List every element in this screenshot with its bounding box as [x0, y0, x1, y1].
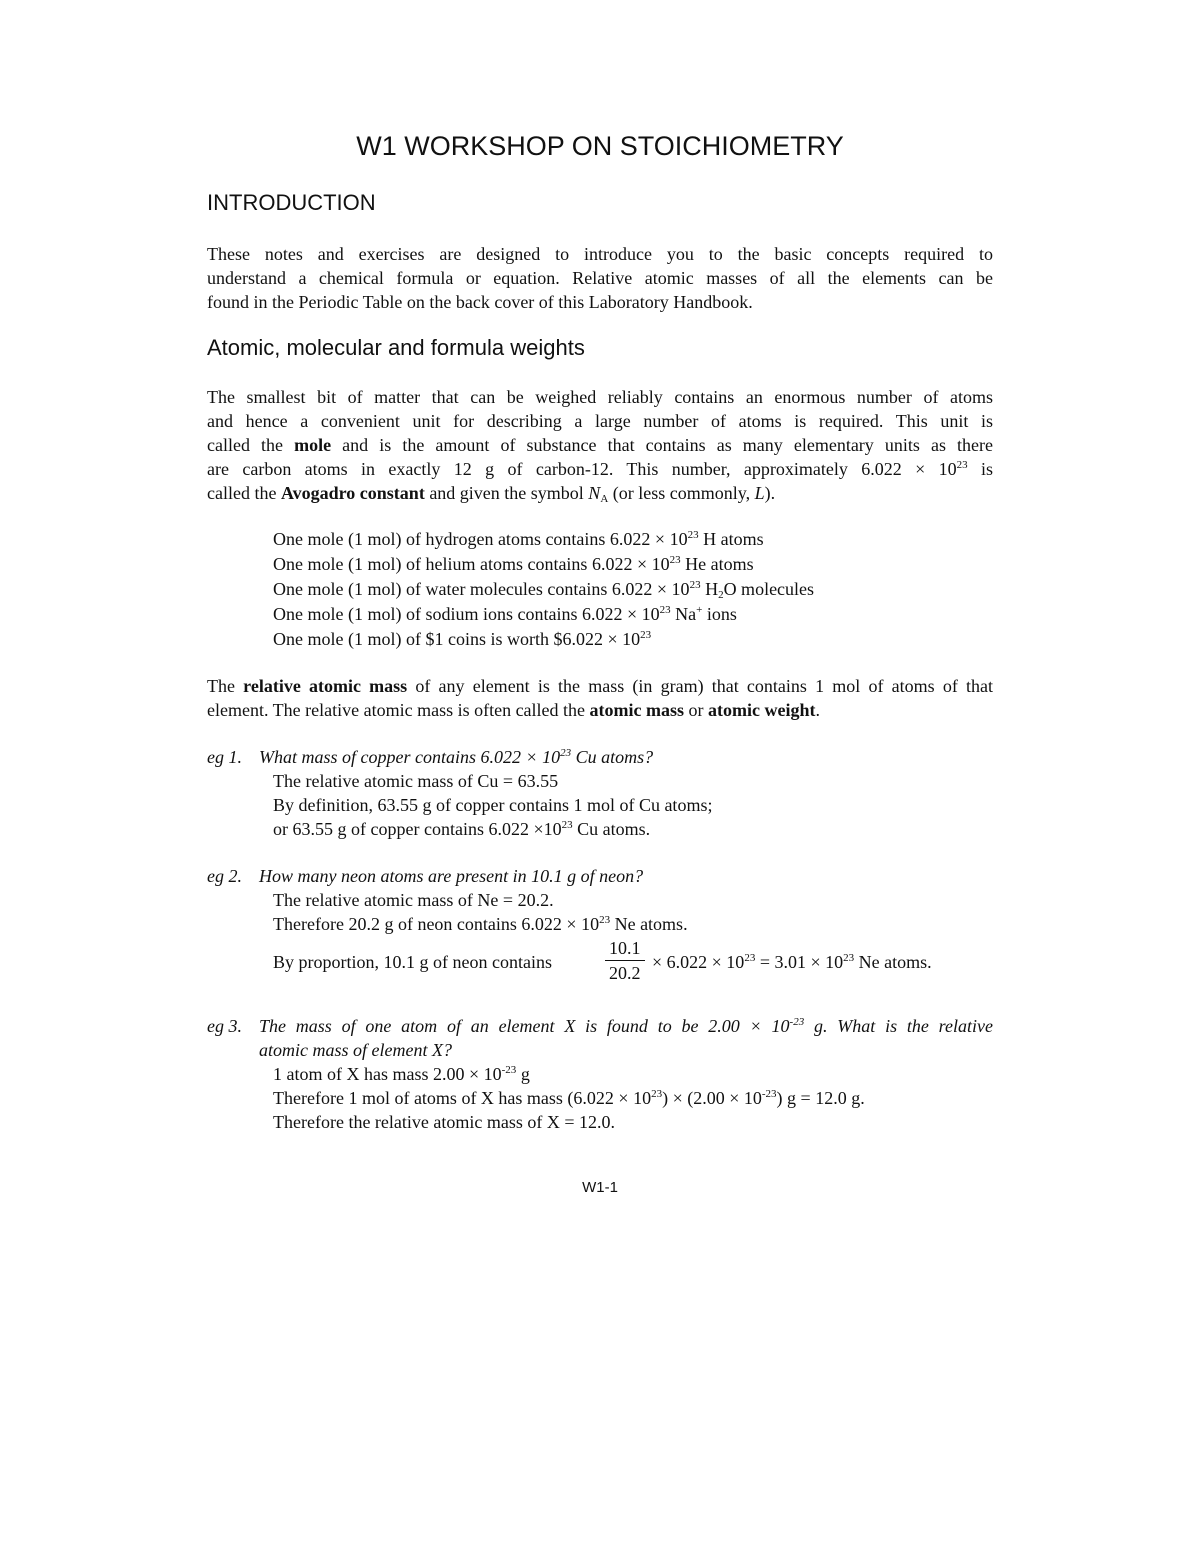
eg3-line: Therefore the relative atomic mass of X = 12.0.: [273, 1112, 616, 1132]
eg1-question: What mass of copper contains $6.022 \times 10^{23}$ Cu atoms?: [259, 747, 654, 767]
fraction-numerator: 10.1: [605, 936, 645, 961]
eg3-line: 1 atom of X has mass $2.00 \times 10^{-23}$ g: [273, 1064, 530, 1084]
eg1-line: By definition, 63.55 g of copper contains 1 mol of Cu atoms;: [273, 795, 713, 815]
eg2-label: eg 2.: [207, 866, 242, 886]
mole-example: One mole (1 mol) of helium atoms contains $6.022 \times 10^{23}$ He atoms: [273, 554, 754, 574]
relative-mass-paragraph: [207, 674, 993, 722]
eg1-line: or 63.55 g of copper contains $6.022 \times 10^{23}$ Cu atoms.: [273, 819, 651, 839]
eg3-label: eg 3.: [207, 1016, 242, 1036]
intro-line: found in the Periodic Table on the back cover of this Laboratory Handbook.: [207, 292, 753, 312]
mole-paragraph: [207, 385, 993, 505]
eg2-proportion-label: By proportion, 10.1 g of neon contains: [273, 952, 552, 972]
eg2-line: Therefore 20.2 g of neon contains $6.022 \times 10^{23}$ Ne atoms.: [273, 914, 688, 934]
eg3-line: Therefore 1 mol of atoms of X has mass $(6.022 \times 10^{23}) \times (2.00 \times 10^{-23})$ g = 12.0 g.: [273, 1088, 865, 1108]
term-atomic-weight: atomic weight: [708, 700, 816, 720]
weights-heading: Atomic, molecular and formula weights: [207, 335, 585, 360]
mole-line: The smallest bit of matter that can be weighed reliably contains an enormous number of atoms: [207, 387, 993, 407]
mole-example: One mole (1 mol) of sodium ions contains $6.022 \times 10^{23}$ Na+ ions: [273, 604, 737, 624]
fraction-denominator: 20.2: [609, 963, 641, 983]
introduction-paragraph: [207, 242, 993, 314]
eg3-question: The mass of one atom of an element X is found to be $2.00 \times 10^{-23}$ g. What is the relative: [259, 1016, 993, 1036]
intro-line: understand a chemical formula or equation. Relative atomic masses of all the elements can be: [207, 268, 993, 288]
page-number: W1-1: [582, 1179, 618, 1196]
intro-line: These notes and exercises are designed to introduce you to the basic concepts required to: [207, 244, 993, 264]
term-atomic-mass: atomic mass: [589, 700, 685, 720]
relative-mass-line: The relative atomic mass of any element is the mass (in gram) that contains 1 mol of atoms of that: [207, 676, 993, 696]
eg1-label: eg 1.: [207, 747, 242, 767]
term-avogadro: Avogadro constant: [280, 483, 425, 503]
mole-line: called the mole and is the amount of substance that contains as many elementary units as there: [207, 435, 994, 455]
eg2-question: How many neon atoms are present in 10.1 g of neon?: [259, 866, 644, 886]
eg2-fraction: [605, 936, 645, 985]
mole-line: are carbon atoms in exactly 12 g of carbon-12. This number, approximately $6.022 \times 10^{23}$ is: [207, 459, 993, 479]
eg3-question-cont: atomic mass of element X?: [259, 1040, 452, 1060]
page-title: W1 WORKSHOP ON STOICHIOMETRY: [356, 131, 844, 161]
introduction-heading: INTRODUCTION: [207, 190, 376, 215]
term-relative-atomic-mass: relative atomic mass: [243, 676, 408, 696]
eg1-line: The relative atomic mass of Cu = 63.55: [273, 771, 559, 791]
term-mole: mole: [294, 435, 332, 455]
mole-example: One mole (1 mol) of water molecules contains $6.022 \times 10^{23}$ $H_2O$ molecules: [273, 579, 815, 601]
eg2-line: The relative atomic mass of Ne = 20.2.: [273, 890, 554, 910]
mole-line: called the Avogadro constant and given the symbol $N_A$ (or less commonly, L).: [207, 483, 776, 505]
relative-mass-line: element. The relative atomic mass is often called the atomic mass or atomic weight.: [207, 700, 820, 720]
eg2-proportion-result: × $6.022 \times 10^{23} = 3.01 \times 10^{23}$ Ne atoms.: [652, 952, 932, 972]
mole-example: One mole (1 mol) of $1 coins is worth $6.022 × $10^{23}$: [273, 629, 652, 649]
mole-example: One mole (1 mol) of hydrogen atoms contains $6.022 \times 10^{23}$ H atoms: [273, 529, 764, 549]
mole-line: and hence a convenient unit for describing a large number of atoms is required. This unit is: [207, 411, 993, 431]
